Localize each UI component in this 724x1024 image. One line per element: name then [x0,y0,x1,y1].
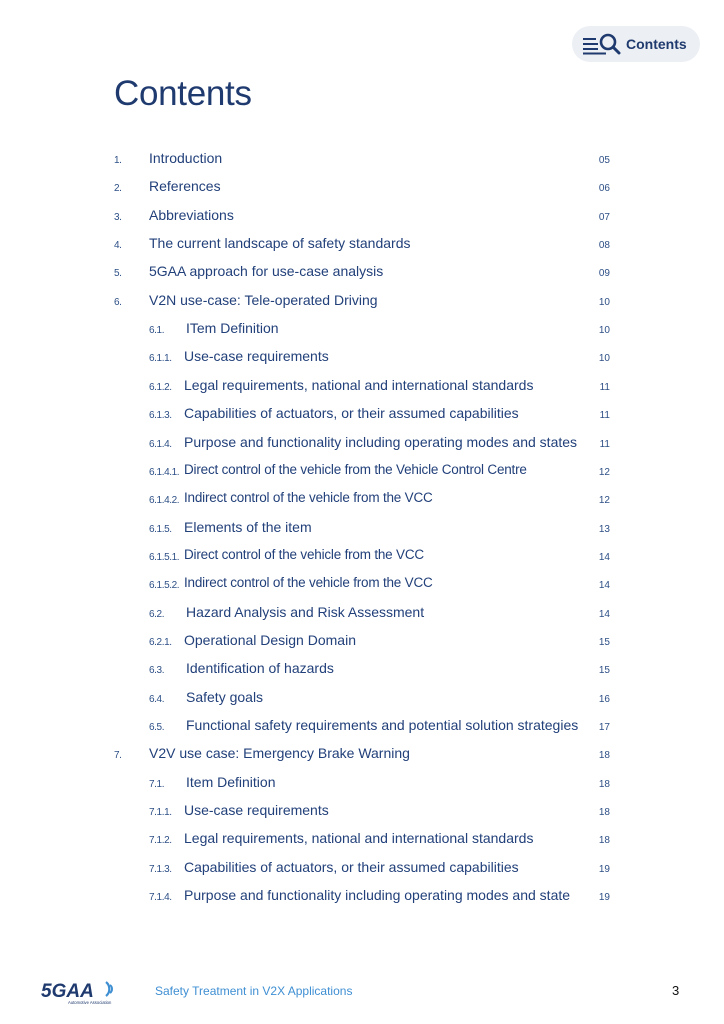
toc-entry-title[interactable]: Identification of hazards [186,660,334,677]
toc-entry[interactable] [0,490,724,510]
toc-entry-number: 4. [114,240,122,252]
toc-entry-title[interactable]: Use-case requirements [184,802,329,819]
toc-entry-title[interactable]: ITem Definition [186,320,279,337]
toc-entry-number: 3. [114,211,122,223]
toc-entry-number: 6.1.3. [149,410,172,422]
toc-entry-page: 18 [598,778,610,790]
toc-entry-number: 6.1.4. [149,438,172,450]
toc-entry-page: 11 [599,438,610,450]
toc-entry-title[interactable]: The current landscape of safety standards [149,235,411,252]
toc-entry-page: 14 [598,580,610,592]
5gaa-logo [40,978,124,1006]
toc-entry-page: 10 [598,353,610,365]
toc-entry-page: 10 [598,296,610,308]
toc-entry-number: 5. [114,268,122,280]
toc-entry-number: 6.4. [149,693,165,705]
toc-entry-number: 7.1. [149,778,165,790]
toc-entry-title[interactable]: Abbreviations [149,206,234,223]
toc-entry-number: 7.1.3. [149,863,172,875]
toc-entry-number: 6.1.5. [149,523,172,535]
toc-entry[interactable] [0,150,724,170]
toc-entry-number: 2. [114,183,122,195]
toc-entry[interactable] [0,774,724,794]
toc-entry-page: 14 [598,608,610,620]
toc-entry[interactable] [0,717,724,737]
toc-entry-title[interactable]: Introduction [149,150,223,166]
toc-entry-number: 6.5. [149,722,165,733]
toc-entry-number: 7. [114,750,122,762]
toc-entry-title[interactable]: Use-case requirements [184,348,329,365]
toc-entry-number: 6.1.1. [149,353,172,365]
toc-entry-number: 7.1.4. [149,892,172,904]
toc-entry-title[interactable]: Functional safety requirements and potential solution strategies [186,717,579,733]
toc-entry-page: 18 [598,807,610,819]
toc-entry[interactable] [0,235,724,255]
toc-entry-page: 12 [598,495,610,507]
toc-entry-number: 6.1.4.1. [149,466,180,478]
toc-entry-page: 16 [598,693,610,705]
toc-entry-number: 7.1.1. [149,807,172,819]
toc-entry-title[interactable]: Safety goals [186,688,264,705]
toc-entry-title[interactable]: References [149,178,221,195]
toc-entry-number: 6.1.5.2. [149,580,180,592]
contents-button-label: Contents [626,36,687,52]
toc-entry-page: 19 [598,863,610,875]
toc-entry-page: 13 [598,523,610,535]
toc-entry-number: 7.1.2. [149,835,172,847]
toc-entry[interactable] [0,859,724,879]
toc-entry-title[interactable]: Indirect control of the vehicle from the VCC [184,490,433,506]
toc-entry[interactable] [0,604,724,624]
toc-entry-page: 11 [599,410,610,422]
toc-entry-page: 12 [598,466,610,478]
toc-entry-number: 6.1. [149,325,165,337]
toc-entry[interactable] [0,292,724,312]
toc-entry-title[interactable]: 5GAA approach for use-case analysis [149,263,384,280]
toc-entry-page: 06 [598,183,610,195]
toc-entry-number: 6.3. [149,665,165,677]
toc-entry[interactable] [0,830,724,850]
toc-entry-title[interactable]: V2V use case: Emergency Brake Warning [149,745,410,762]
toc-entry-page: 05 [598,155,610,166]
toc-entry-number: 6.1.4.2. [149,495,180,507]
toc-entry-page: 09 [598,268,610,280]
logo-text: 5GAA [41,981,94,1002]
toc-entry-title[interactable]: Legal requirements, national and international standards [184,830,534,847]
toc-entry-page: 15 [598,636,610,648]
toc-entry-number: 1. [114,155,122,166]
toc-entry-page: 07 [598,211,610,223]
toc-entry[interactable] [0,434,724,454]
toc-entry-page: 11 [599,381,610,393]
toc-entry-page: 14 [598,551,610,563]
toc-entry[interactable] [0,207,724,227]
toc-entry-page: 18 [598,835,610,847]
toc-entry-number: 6.2.1. [149,636,172,648]
toc-entry-page: 15 [598,665,610,677]
toc-entry-page: 18 [598,750,610,762]
toc-entry-title[interactable]: Direct control of the vehicle from the Vehicle Control Centre [184,461,527,477]
toc-entry-title[interactable]: Capabilities of actuators, or their assumed capabilities [184,405,519,422]
toc-entry[interactable] [0,178,724,198]
toc-entry-title[interactable]: Elements of the item [184,518,312,535]
toc-entry[interactable] [0,802,724,822]
toc-entry-title[interactable]: Item Definition [186,773,276,790]
toc-entry-title[interactable]: Hazard Analysis and Risk Assessment [186,603,425,620]
toc-entry[interactable] [0,320,724,340]
toc-entry-title[interactable]: Operational Design Domain [184,631,356,648]
toc-entry[interactable] [0,377,724,397]
logo-subtext: Automotive Association [68,1000,112,1005]
toc-entry[interactable] [0,689,724,709]
toc-entry[interactable] [0,462,724,482]
toc-entry-page: 10 [598,325,610,337]
page-title: Contents [114,74,252,113]
toc-entry-title[interactable]: Indirect control of the vehicle from the VCC [184,575,433,591]
toc-entry[interactable] [0,632,724,652]
toc-entry-page: 17 [598,722,610,733]
toc-entry[interactable] [0,348,724,368]
footer-page-number: 3 [672,983,680,998]
toc-entry-title[interactable]: Purpose and functionality including operating modes and states [184,433,578,450]
toc-entry[interactable] [0,263,724,283]
toc-entry[interactable] [0,405,724,425]
toc-entry[interactable] [0,519,724,539]
toc-entry[interactable] [0,660,724,680]
toc-entry-page: 08 [598,240,610,252]
toc-entry-page: 19 [598,892,610,904]
toc-entry-number: 6. [114,296,122,308]
footer-document-title: Safety Treatment in V2X Applications [155,984,353,998]
toc-entry[interactable] [0,547,724,567]
toc-entry-title[interactable]: Capabilities of actuators, or their assumed capabilities [184,858,519,875]
toc-entry-title[interactable]: V2N use-case: Tele-operated Driving [149,291,378,308]
toc-entry[interactable] [0,745,724,765]
toc-entry-number: 6.1.2. [149,381,172,393]
toc-entry-number: 6.2. [149,608,165,620]
toc-entry-number: 6.1.5.1. [149,551,180,563]
toc-entry[interactable] [0,887,724,907]
toc-entry[interactable] [0,575,724,595]
toc-entry-title[interactable]: Purpose and functionality including operating modes and state [184,887,571,904]
toc-entry-title[interactable]: Direct control of the vehicle from the VCC [184,546,424,562]
toc-entry-title[interactable]: Legal requirements, national and international standards [184,376,534,393]
